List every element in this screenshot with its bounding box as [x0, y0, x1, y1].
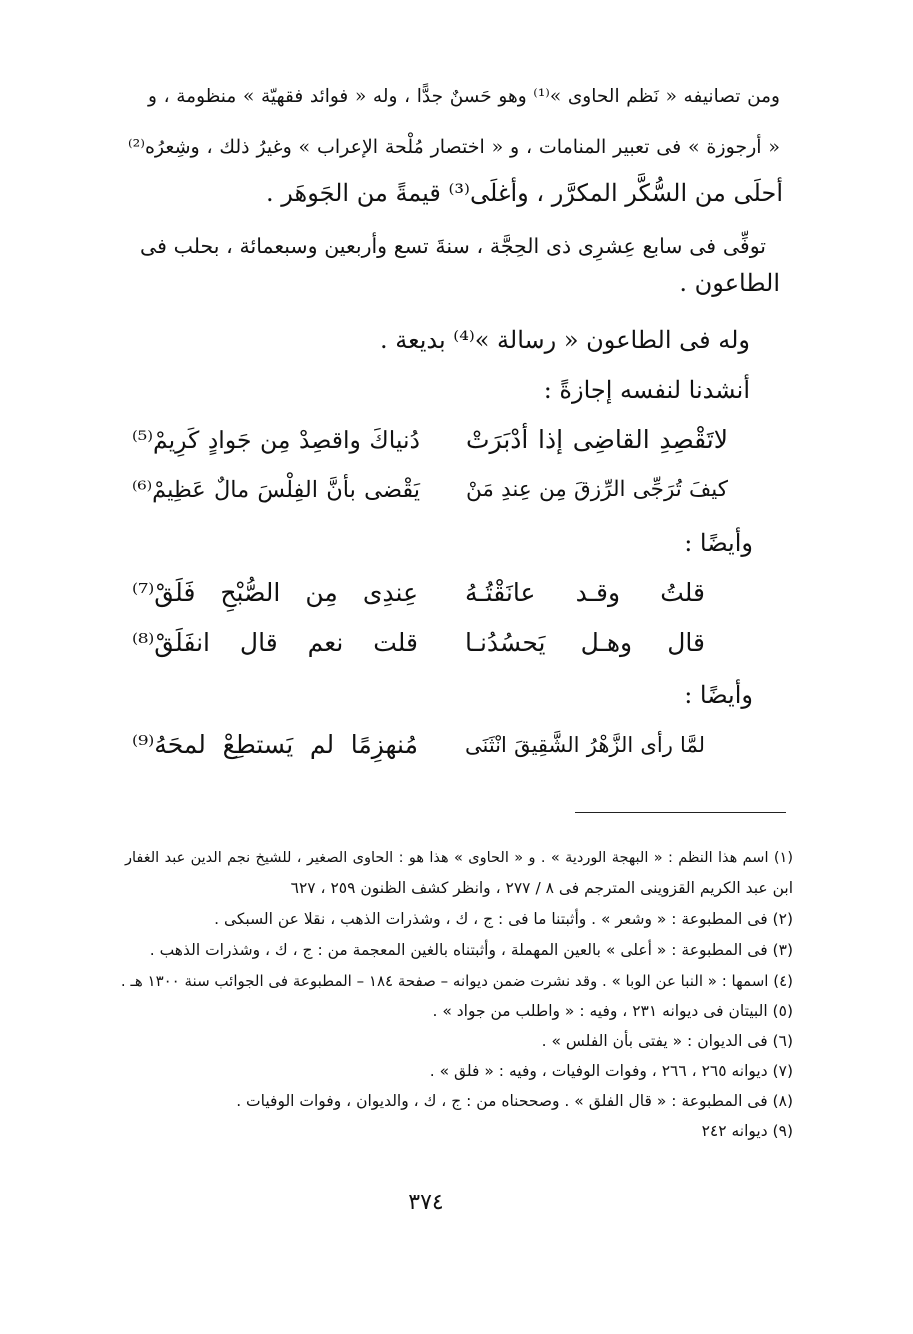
poem2-verse2-second-hemistich: قلت نعم قال انفَلَقْ⁽⁸⁾ — [132, 628, 418, 657]
page-number: ٣٧٤ — [408, 1190, 444, 1215]
footnote-8: (٨) فى المطبوعة : « قال الفلق » . وصححناه من : ج ، ك ، والديوان ، وفوات الوفيات . — [236, 1092, 793, 1110]
also-heading-1: وأيضًا : — [684, 529, 753, 557]
also-heading-2: وأيضًا : — [684, 681, 753, 709]
body-line-6: وله فى الطاعون « رسالة »⁽⁴⁾ بديعة . — [380, 326, 750, 354]
footnote-3: (٣) فى المطبوعة : « أعلى » بالعين المهملة ، وأثبتناه بالغين المعجمة من : ج ، ك ، وشذرات الذهب . — [149, 941, 793, 959]
poem3-verse1-second-hemistich: مُنهزِمًا لم يَستطِعْ لمحَهُ⁽⁹⁾ — [132, 730, 418, 759]
poem2-verse2-first-hemistich: قال وهـل يَحسُدُنـا — [465, 628, 705, 657]
body-line-1: ومن تصانيفه « نَظم الحاوى »⁽¹⁾ وهو حَسنٌ جدًّا ، وله « فوائد فقهيّة » منظومة ، و — [148, 86, 780, 107]
footnote-2: (٢) فى المطبوعة : « وشعر » . وأثبتنا ما فى : ج ، ك ، وشذرات الذهب ، نقلا عن السبكى . — [214, 910, 793, 928]
footnote-1-line-2: ابن عبد الكريم القزوينى المترجم فى ٨ / ٢٧٧ ، وانظر كشف الظنون ٢٥٩ ، ٦٢٧ — [290, 879, 793, 897]
footnote-1-line-1: (١) اسم هذا النظم : « البهجة الوردية » . و « الحاوى » هذا هو : الحاوى الصغير ، للشيخ نجم الدين عبد الغفار — [125, 850, 793, 866]
body-line-2: « أرجوزة » فى تعبير المنامات ، و « اختصار مُلْحة الإعراب » وغيرُ ذلك ، وشِعرُه⁽²⁾ — [128, 136, 780, 158]
poem1-verse2-first-hemistich: كيفَ تُرَجِّى الرِّزقَ مِن عِندِ مَنْ — [466, 477, 728, 502]
footnote-9: (٩) ديوانه ٢٤٢ — [701, 1122, 793, 1140]
body-line-7: أنشدنا لنفسه إجازةً : — [543, 376, 750, 404]
poem3-verse1-first-hemistich: لمَّا رأى الزَّهْرُ الشَّقِيقَ انْثَنَى — [465, 733, 705, 757]
poem2-verse1-first-hemistich: قلتُ وقـد عانَقْتُـهُ — [465, 578, 705, 607]
poem2-verse1-second-hemistich: عِندِى مِن الصُّبْحِ فَلَقْ⁽⁷⁾ — [132, 578, 418, 607]
footnote-6: (٦) فى الديوان : « يفتى بأن الفلس » . — [541, 1032, 793, 1050]
footnote-5: (٥) البيتان فى ديوانه ٢٣١ ، وفيه : « واطلب من جواد » . — [432, 1002, 793, 1020]
body-line-5: الطاعون . — [679, 269, 780, 297]
poem1-verse2-second-hemistich: يَقْضى بأنَّ الفِلْسَ مالٌ عَظِيمْ⁽⁶⁾ — [132, 477, 420, 503]
footnote-4: (٤) اسمها : « النبا عن الوبا » . وقد نشرت ضمن ديوانه – صفحة ١٨٤ – المطبوعة فى الجوائب سنة ١٣٠٠ هـ . — [120, 972, 793, 990]
poem1-verse1-second-hemistich: دُنياكَ واقصِدْ مِن جَوادٍ كَرِيمْ⁽⁵⁾ — [132, 426, 420, 454]
footnote-7: (٧) ديوانه ٢٦٥ ، ٢٦٦ ، وفوات الوفيات ، وفيه : « فلق » . — [429, 1062, 793, 1080]
body-line-4: توفِّى فى سابع عِشرِى ذى الحِجَّة ، سنةَ تسع وأربعين وسبعمائة ، بحلب فى — [140, 234, 766, 258]
footnote-separator — [575, 812, 786, 813]
poem1-verse1-first-hemistich: لاتَقْصِدِ القاضِى إذا أدْبَرَتْ — [466, 425, 728, 454]
body-line-3: أحلَى من السُّكَّر المكرَّر ، وأغلَى⁽³⁾ قيمةً من الجَوهَر . — [266, 179, 783, 207]
